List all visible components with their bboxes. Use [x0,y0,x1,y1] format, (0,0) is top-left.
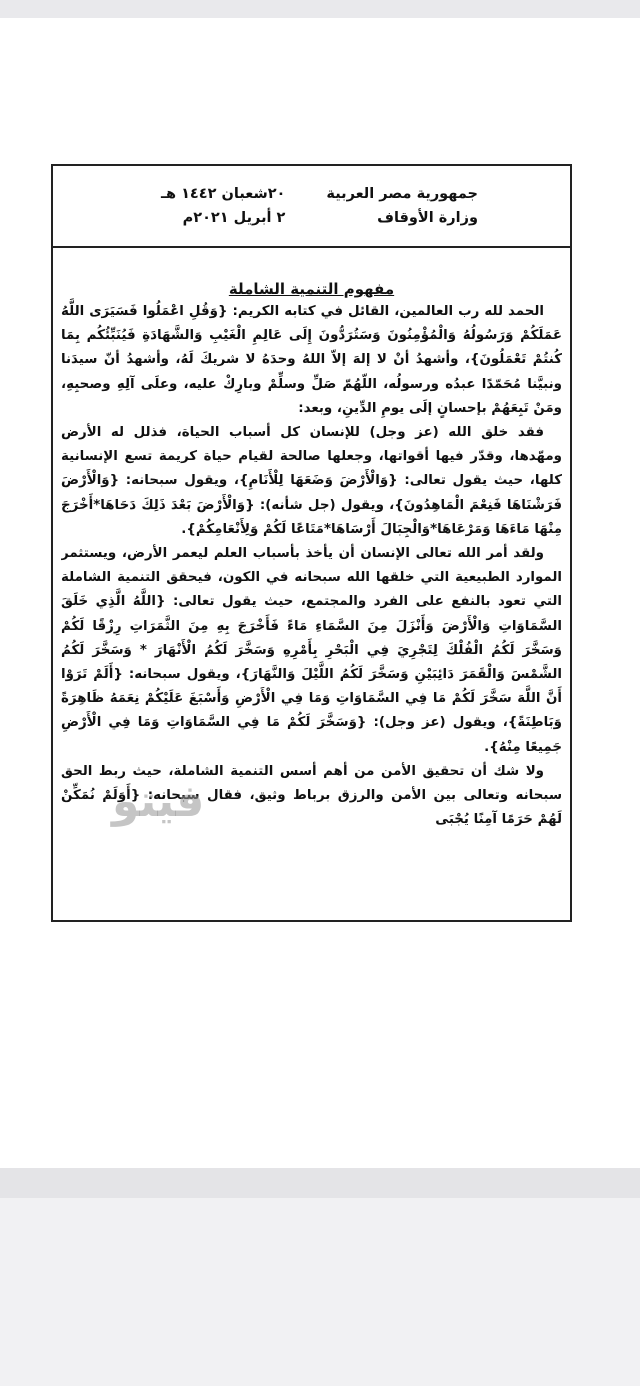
country-label: جمهورية مصر العربية [326,186,478,202]
header-right [326,182,478,230]
top-band [0,0,640,18]
header-left [161,182,285,230]
paragraph: الحمد لله رب العالمين، القائل في كتابه الكريم: {وَقُلِ اعْمَلُوا فَسَيَرَى اللَّهُ عَمَلَكُمْ وَرَسُولُهُ وَالْمُؤْمِنُونَ وَسَتُرَدُّونَ إِلَى عَالِمِ الْغَيْبِ وَالشَّهَادَةِ فَيُنَبِّئُكُم بِمَا كُنتُمْ تَعْمَلُونَ}، وأشهدُ أنْ لا إلهَ إلاّ اللهُ وحدَهُ لا شريكَ لَهُ، وأشهدُ أنّ سيدَنا ونبيَّنا مُحَمّدًا عبدُه ورسولُه، اللّهُمّ صَلِّ وسلِّمْ وبارِكْ عليه، وعلَى آلِهِ وصحبِهِ، ومَنْ تَبِعَهُمْ بإحسانٍ إلَى يومِ الدِّينِ، وبعد: [61,304,562,416]
watermark-logo: فيتو [112,776,205,827]
ministry-label: وزارة الأوقاف [377,210,478,226]
bottom-band [0,1168,640,1198]
paragraph: ولا شك أن تحقيق الأمن من أهم أسس التنمية الشاملة، حيث ربط الحق سبحانه وتعالى بين الأمن والرزق برباط وثيق، فقال سبحانه: {أَوَلَمْ نُمَكِّنْ لَهُمْ حَرَمًا آمِنًا يُجْبَى [61,763,562,828]
gregorian-date: ٢ أبريل ٢٠٢١م [182,210,286,226]
paragraph: ولقد أمر الله تعالى الإنسان أن يأخذ بأسباب العلم ليعمر الأرض، ويستثمر الموارد الطبيعية التي خلقها الله سبحانه في الكون، فيحقق التنمية الشاملة التي تعود بالنفع على الفرد والمجتمع، حيث يقول تعالى: {اللَّهُ الَّذِي خَلَقَ السَّمَاوَاتِ وَالْأَرْضَ وَأَنْزَلَ مِنَ السَّمَاءِ مَاءً فَأَخْرَجَ بِهِ مِنَ الثَّمَرَاتِ رِزْقًا لَكُمْ وَسَخَّرَ لَكُمُ الْفُلْكَ لِتَجْرِيَ فِي الْبَحْرِ بِأَمْرِهِ وَسَخَّرَ لَكُمُ الْأَنْهَارَ * وَسَخَّرَ لَكُمُ الشَّمْسَ وَالْقَمَرَ دَائِبَيْنِ وَسَخَّرَ لَكُمُ اللَّيْلَ وَالنَّهَارَ}، ويقول سبحانه: {أَلَمْ تَرَوْا أَنَّ اللَّهَ سَخَّرَ لَكُمْ مَا فِي السَّمَاوَاتِ وَمَا فِي الْأَرْضِ وَأَسْبَغَ عَلَيْكُمْ نِعَمَهُ ظَاهِرَةً وَبَاطِنَةً}، ويقول (عز وجل): {وَسَخَّرَ لَكُمْ مَا فِي السَّمَاوَاتِ وَمَا فِي الْأَرْضِ جَمِيعًا مِنْهُ}. [61,546,562,755]
paragraph: فقد خلق الله (عز وجل) للإنسان كل أسباب الحياة، فذلل له الأرض ومهّدها، وقدّر فيها أقواتها، وجعلها صالحة لقيام حياة كريمة تسع الإنسانية كلها، حيث يقول تعالى: {وَالْأَرْضَ وَضَعَهَا لِلْأَنَامِ}، ويقول سبحانه: {وَالْأَرْضَ فَرَشْنَاهَا فَنِعْمَ الْمَاهِدُونَ}، ويقول (جل شأنه): {وَالْأَرْضَ بَعْدَ ذَلِكَ دَحَاهَا*أَخْرَجَ مِنْهَا مَاءَهَا وَمَرْعَاهَا*وَالْجِبَالَ أَرْسَاهَا*مَتَاعًا لَكُمْ وَلِأَنْعَامِكُمْ}. [61,425,562,537]
document-header [53,166,570,248]
hijri-date: ٢٠شعبان ١٤٤٢ هـ [161,186,286,202]
sermon-title: مفهوم التنمية الشاملة [228,280,395,298]
